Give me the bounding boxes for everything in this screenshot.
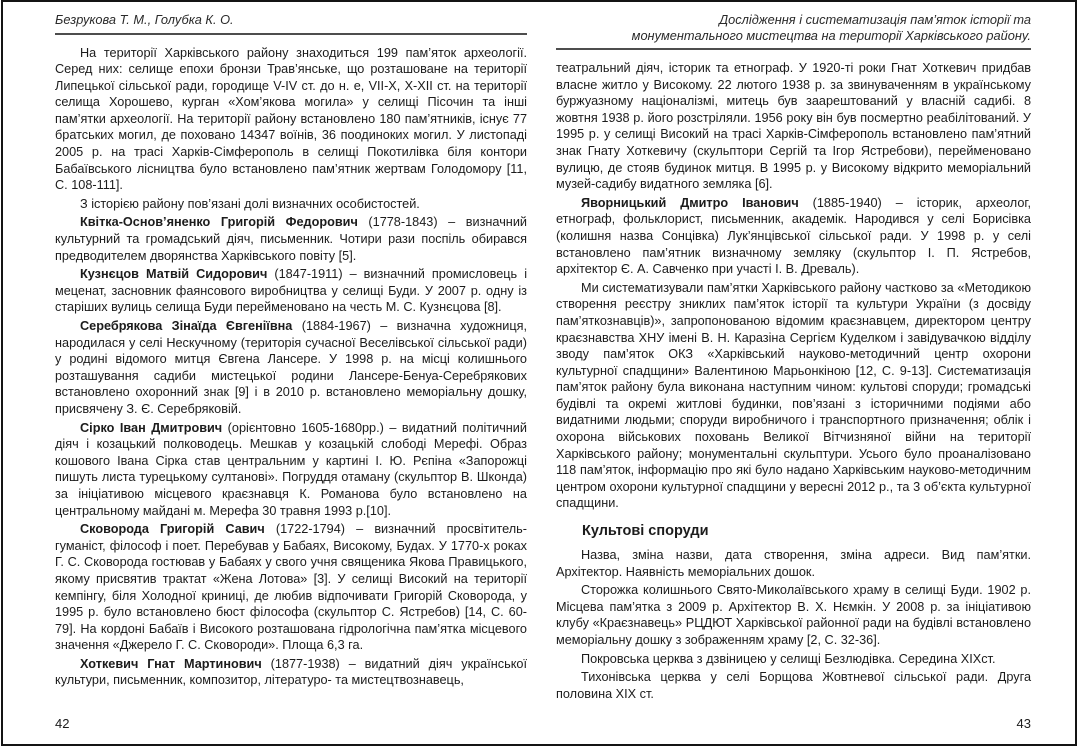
paragraph (55, 45, 527, 194)
paragraph-text: Сторожка колишнього Свято-Миколаївського храму в селищі Буди. 1902 р. Місцева пам’ятка з 2009 р. Архітектор В. Х. Нємкін. У 2008 р. за ініціативою клубу «Краєзнавець» РЦДЮТ Харківської районної ради на будівлі встановлено меморіальну дошку з зображенням храму [2, С. 32-36]. (556, 583, 1031, 647)
left-page (55, 12, 527, 691)
person-name: Яворницький Дмитро Іванович (581, 195, 799, 210)
paragraph (55, 266, 527, 316)
person-name: Серебрякова Зінаїда Євгеніївна (80, 319, 293, 333)
paragraph-text: Ми систематизували пам’ятки Харківського району частково за «Методикою створення реєстру зниклих пам’яток історії та культури України (з досвіду пам’яткознавців)», запропонованою відомим краєзнавцем, директором центру краєзнавства ХНУ імені В. Н. Каразіна Сергієм Куделком і завідувачкою відділу зводу пам’яток ОКЗ «Харківський науково-методичний центр охорони культурної спадщини» Валентиною Марьонкіною [12, С. 9-13]. Систематизація пам’яток району була виконана наступним чином: культові споруди; громадські будівлі та окремі житлові будинки, пов’язані з історичними подіями або видатними людьми; споруди виробничого і транспортного призначення; облік і охорона військових поховань Великої Вітчизняної війни на території Харківського району; монументальні скульптури. Усього було проаналізовано 118 пам’яток, інформацію про які було надано Харківським науково-методичним центром охорони культурної спадщини у вересні 2012 р., та 3 об’єкта культурної спадщини. (556, 280, 1031, 511)
title-header-line2: монументального мистецтва на території Харківського району. (631, 27, 1031, 43)
paragraph (55, 196, 527, 213)
paragraph (556, 195, 1031, 278)
paragraph-text: (орієнтовно 1605-1680рр.) – видатний політичний діяч і козацький полководець. Мешкав у козацькій слободі Мерефі. Образ кошового Івана Сірка став центральним у картині І. Ю. Рєпіна «Запорожці пишуть листа турецькому султанові». Погруддя отаману (скульптор В. Шконда) за ініціативою місцевого краєзнавця К. Романова було встановлено на центральному майдані м. Мерефа 30 травня 1993 р.[10]. (55, 420, 527, 518)
page-number-right: 43 (556, 716, 1031, 731)
paragraph-text: театральний діяч, історик та етнограф. У 1920-ті роки Гнат Хоткевич придбав власне житло у Високому. 22 лютого 1938 р. за звинуваченням в українському буржуазному націоналізмі, митець був заарештований у власній садибі. 8 жовтня 1938 р. його розстріляли. 1956 року він був посмертно реабілітований. У 1995 р. у селищі Високий на трасі Харків-Сімферополь встановлено пам’ятний знак Гнату Хоткевичу (скульптори Сергій та Ігор Ястребови), перейменовано вулицю, де стояв будинок митця. В 1995 р. у Високому відкрито меморіальний музей-садибу видатного земляка [6]. (556, 61, 1031, 192)
paragraph (556, 60, 1031, 193)
right-page (556, 12, 1031, 704)
paragraph (556, 582, 1031, 648)
paragraph (55, 656, 527, 689)
person-name: Квітка-Основ’яненко Григорій Федорович (80, 215, 358, 230)
paragraph-text: На території Харківського району знаходиться 199 пам’яток археології. Серед них: селище епохи бронзи Трав’янське, що розташоване на території Липецької сільської ради, городище V-IV ст. до н. е, VII-X, X-XII ст. на території селища Хорошево, курган «Хом’якова могила» у селищі Пісочин та інші пам’ятки археології. На території району встановлено 180 пам’ятників, існує 77 братських могил, де поховано 14347 воїнів, 36 поодиноких могил. У листопаді 2005 р. на трасі Харків-Сімферополь в селищі Покотилівка біля контори Бабаївського лісництва було встановлено пам’ятник жертвам Голодомору [11, С. 108-111]. (55, 45, 527, 193)
person-name: Кузнєцов Матвій Сидорович (80, 267, 268, 282)
running-header-right (556, 12, 1031, 50)
paragraph (55, 420, 527, 520)
person-name: Сковорода Григорій Савич (80, 522, 265, 537)
running-header-left (55, 12, 527, 35)
paragraph (556, 280, 1031, 512)
person-name: Сірко Іван Дмитрович (80, 420, 223, 435)
paragraph-text: (1722-1794) – визначний просвітитель-гуманіст, філософ і поет. Перебував у Бабаях, Високому, Будах. У 1770-х роках Г. С. Сковорода гостював у Бабаях у свого учня священика Якова Правицького, якому присвятив трактат «Жена Лотова» [3]. У селищі Високий на території кемпінгу, біля Холодної криниці, де любив відпочивати Григорій Сковорода, у 1995 р. було встановлено бюст філософа (скульптор С. Ястребов) [14, С. 60-79]. На кордоні Бабаїв і Високого розташована гідрологічна пам’ятка місцевого значення «Джерело Г. С. Сковороди». Площа 6,3 га. (55, 522, 527, 653)
paragraph-text: (1778-1843) – визначний культурний та громадський діяч, письменник. Чотири рази поспіль обирався предводителем дворянства Харківського повіту [5]. (55, 215, 527, 263)
paragraph (556, 669, 1031, 702)
paragraph-text: (1884-1967) – визначна художниця, народилася у селі Нескучному (територія сучасної Веселівської сільської ради) у родині відомого митця Євгена Лансере. У 1998 р. на місці колишнього розташування садиби мистецької родини Лансере-Бенуа-Серебрякових встановлено охоронний знак [9] і в 2010 р. встановлено меморіальну дошку, присвячену З. Є. Серебряковій. (55, 319, 527, 416)
paragraph-text: (1877-1938) – видатний діяч української культури, письменник, композитор, літературо- та мистецтвознавець, (55, 656, 527, 688)
paragraph-text: Тихонівська церква у селі Борщова Жовтневої сільської ради. Друга половина XIX ст. (556, 670, 1031, 701)
paragraph-text: Покровська церква з дзвіницею у селищі Безлюдівка. Середина XIXст. (581, 651, 996, 666)
person-name: Хоткевич Гнат Мартинович (80, 656, 262, 671)
paragraph (55, 318, 527, 418)
page-number-left: 42 (55, 716, 70, 731)
paragraph-text: (1885-1940) – історик, археолог, етнограф, фольклорист, письменник, академік. Народився у селі Борисівка (колишня назва Сонцівка) Лук’янцівської сільської ради. У 1998 р. у селі встановлено пам’ятник визначному земляку (скульптор І. П. Ястребов, архітектор Є. А. Савченко при участі І. В. Древаль). (556, 195, 1031, 277)
section-heading: Культові споруди (582, 523, 709, 540)
title-header-line1: Дослідження і систематизація пам’яток історії та (719, 12, 1031, 27)
paragraph-text: (1847-1911) – визначний промисловець і меценат, засновник фаянсового виробництва у селищі Буди. У 2007 р. одну із старіших вулиць селища Буди перейменовано на честь М. С. Кузнєцова [8]. (55, 267, 528, 315)
paragraph-text: З історією району пов’язані долі визначних особистостей. (80, 196, 420, 211)
paragraph (55, 214, 527, 264)
paragraph (556, 547, 1031, 580)
paragraph (55, 521, 527, 654)
authors-header: Безрукова Т. М., Голубка К. О. (55, 12, 234, 27)
paragraph-text: Назва, зміна назви, дата створення, зміна адреси. Вид пам’ятки. Архітектор. Наявність меморіальних дошок. (556, 548, 1031, 579)
paragraph (556, 651, 1031, 668)
